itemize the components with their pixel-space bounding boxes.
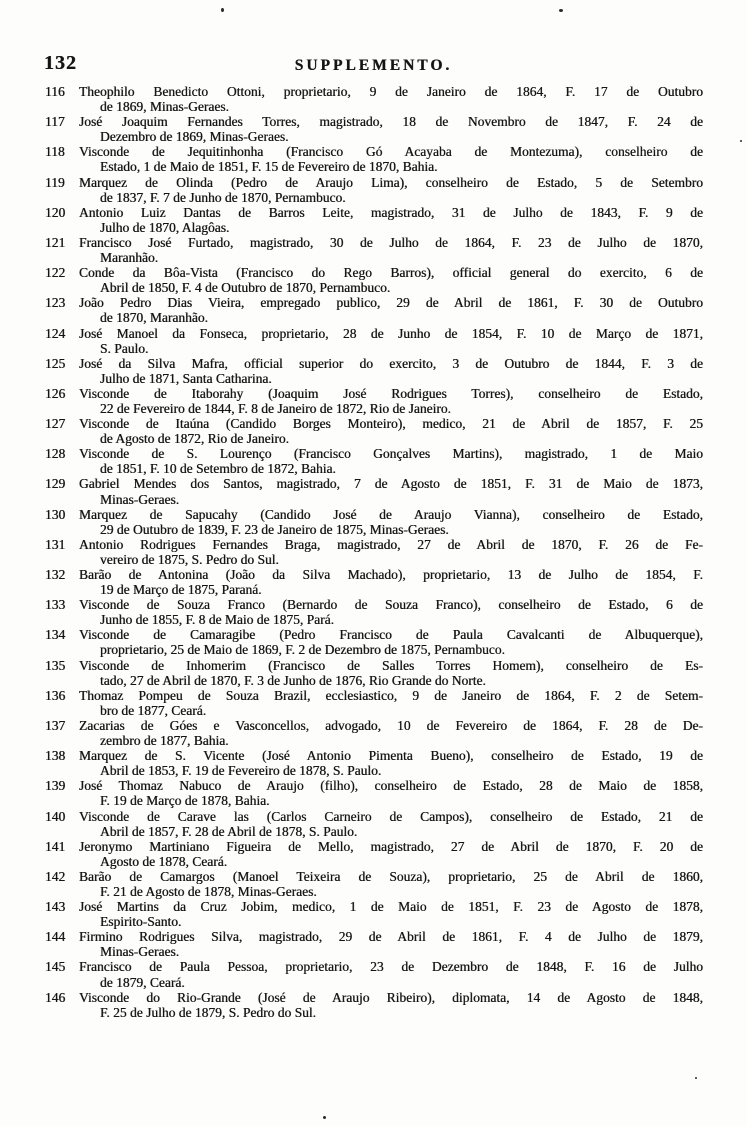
- entry-text: [79, 718, 703, 748]
- list-item: [45, 899, 703, 929]
- entry-text: [79, 265, 703, 295]
- entry-text: [79, 597, 703, 627]
- entry-line2: Junho de 1855, F. 8 de Maio de 1875, Pará.: [100, 612, 335, 628]
- scan-speck: [323, 1116, 326, 1119]
- entry-number: 137: [45, 717, 66, 733]
- entry-number: 133: [45, 597, 66, 613]
- entry-line2: Maranhão.: [100, 250, 159, 266]
- list-item: [45, 326, 703, 356]
- entry-number: 142: [45, 868, 66, 884]
- entry-line2: de 1870, Maranhão.: [100, 310, 208, 326]
- entry-line2: 19 de Março de 1875, Paraná.: [100, 582, 262, 598]
- entry-number: 141: [45, 838, 66, 854]
- entry-line1: Barão de Camargos (Manoel Teixeira de Souza), proprietario, 25 de Abril de 1860,: [79, 868, 703, 884]
- entry-number: 139: [45, 778, 66, 794]
- entry-line2: Abril de 1853, F. 19 de Fevereiro de 1878, S. Paulo.: [100, 763, 382, 779]
- list-item: [45, 688, 703, 718]
- entry-number: 119: [45, 174, 65, 190]
- entry-line2: F. 21 de Agosto de 1878, Minas-Geraes.: [100, 883, 317, 899]
- entry-line1: Thomaz Pompeu de Souza Brazil, ecclesiastico, 9 de Janeiro de 1864, F. 2 de Setem-: [79, 687, 703, 703]
- entry-text: [79, 990, 703, 1020]
- entry-number: 124: [45, 325, 66, 341]
- entry-line2: Estado, 1 de Maio de 1851, F. 15 de Fevereiro de 1870, Bahia.: [100, 159, 438, 175]
- entry-number: 138: [45, 748, 66, 764]
- list-item: [45, 537, 703, 567]
- entry-line2: Dezembro de 1869, Minas-Geraes.: [100, 129, 289, 145]
- entry-line2: de 1879, Ceará.: [100, 974, 185, 990]
- entry-line1: Francisco José Furtado, magistrado, 30 de Julho de 1864, F. 23 de Julho de 1870,: [79, 234, 703, 250]
- list-item: [45, 235, 703, 265]
- entry-text: [79, 84, 703, 114]
- entry-number: 121: [45, 234, 66, 250]
- entry-number: 123: [45, 295, 66, 311]
- entry-number: 126: [45, 385, 66, 401]
- entry-text: [79, 235, 703, 265]
- entry-number: 140: [45, 808, 66, 824]
- entry-text: [79, 416, 703, 446]
- entry-number: 125: [45, 355, 66, 371]
- entry-line1: José Joaquim Fernandes Torres, magistrado, 18 de Novembro de 1847, F. 24 de: [79, 114, 703, 130]
- list-item: [45, 567, 703, 597]
- entry-text: [79, 446, 703, 476]
- entry-line1: José Manoel da Fonseca, proprietario, 28 de Junho de 1854, F. 10 de Março de 1871,: [79, 325, 703, 341]
- entry-line2: Minas-Geraes.: [100, 944, 180, 960]
- entry-line1: Marquez de Sapucahy (Candido José de Araujo Vianna), conselheiro de Estado,: [79, 506, 703, 522]
- entry-line1: Visconde do Rio-Grande (José de Araujo Ribeiro), diplomata, 14 de Agosto de 1848,: [79, 989, 703, 1005]
- entry-text: [79, 507, 703, 537]
- entry-line2: S. Paulo.: [100, 340, 149, 356]
- entry-line2: zembro de 1877, Bahia.: [100, 733, 229, 749]
- list-item: [45, 627, 703, 657]
- list-item: [45, 416, 703, 446]
- list-item: [45, 476, 703, 506]
- entry-line1: Visconde de Camaragibe (Pedro Francisco de Paula Cavalcanti de Albuquerque),: [79, 627, 703, 643]
- list-item: [45, 839, 703, 869]
- entry-text: [79, 959, 703, 989]
- entry-number: 143: [45, 899, 66, 915]
- list-item: [45, 869, 703, 899]
- entry-line2: de 1837, F. 7 de Junho de 1870, Pernambuco.: [100, 189, 346, 205]
- entry-line1: Visconde de Souza Franco (Bernardo de Souza Franco), conselheiro de Estado, 6 de: [79, 597, 703, 613]
- entry-number: 144: [45, 929, 66, 945]
- entry-number: 118: [45, 144, 65, 160]
- entry-line2: tado, 27 de Abril de 1870, F. 3 de Junho de 1876, Rio Grande do Norte.: [100, 672, 486, 688]
- scan-speck: [559, 9, 563, 12]
- list-item: [45, 205, 703, 235]
- list-item: [45, 658, 703, 688]
- entry-line2: Julho de 1870, Alagôas.: [100, 219, 230, 235]
- entry-line1: Theophilo Benedicto Ottoni, proprietario, 9 de Janeiro de 1864, F. 17 de Outubro: [79, 84, 703, 99]
- entry-text: [79, 386, 703, 416]
- entry-text: [79, 688, 703, 718]
- entry-number: 116: [45, 84, 65, 99]
- entry-number: 128: [45, 446, 66, 462]
- entry-number: 132: [45, 567, 66, 582]
- entry-text: [79, 658, 703, 688]
- entry-line1: Jeronymo Martiniano Figueira de Mello, magistrado, 27 de Abril de 1870, F. 20 de: [79, 838, 703, 854]
- entry-line1: Antonio Rodrigues Fernandes Braga, magistrado, 27 de Abril de 1870, F. 26 de Fe-: [79, 536, 703, 552]
- entry-line2: Minas-Geraes.: [100, 491, 180, 507]
- entry-line2: 22 de Fevereiro de 1844, F. 8 de Janeiro de 1872, Rio de Janeiro.: [100, 400, 451, 416]
- entry-number: 131: [45, 536, 66, 552]
- entry-line1: Zacarias de Góes e Vasconcellos, advogado, 10 de Fevereiro de 1864, F. 28 de De-: [79, 717, 703, 733]
- entry-text: [79, 326, 703, 356]
- entry-line1: Antonio Luiz Dantas de Barros Leite, magistrado, 31 de Julho de 1843, F. 9 de: [79, 204, 703, 220]
- entry-line2: de Agosto de 1872, Rio de Janeiro.: [100, 431, 289, 447]
- list-item: [45, 748, 703, 778]
- list-item: [45, 929, 703, 959]
- scan-speck: [221, 8, 224, 12]
- entry-text: [79, 476, 703, 506]
- entry-line1: Francisco de Paula Pessoa, proprietario, 23 de Dezembro de 1848, F. 16 de Julho: [79, 959, 703, 975]
- entry-line1: Visconde de Jequitinhonha (Francisco Gó Acayaba de Montezuma), conselheiro de: [79, 144, 703, 160]
- entry-line2: de 1851, F. 10 de Setembro de 1872, Bahia.: [100, 461, 336, 477]
- scan-speck: [695, 1077, 697, 1079]
- entry-text: [79, 869, 703, 899]
- entry-line2: Espirito-Santo.: [100, 914, 182, 930]
- entry-line2: F. 19 de Março de 1878, Bahia.: [100, 793, 270, 809]
- entry-line2: Abril de 1850, F. 4 de Outubro de 1870, Pernambuco.: [100, 280, 391, 296]
- entry-number: 146: [45, 989, 66, 1005]
- list-item: [45, 175, 703, 205]
- entry-text: [79, 205, 703, 235]
- entry-line2: Julho de 1871, Santa Catharina.: [100, 370, 272, 386]
- entry-text: [79, 175, 703, 205]
- list-item: [45, 507, 703, 537]
- entry-line2: Abril de 1857, F. 28 de Abril de 1878, S. Paulo.: [100, 823, 358, 839]
- entry-line1: João Pedro Dias Vieira, empregado publico, 29 de Abril de 1861, F. 30 de Outubro: [79, 295, 703, 311]
- entry-text: [79, 295, 703, 325]
- entry-number: 135: [45, 657, 66, 673]
- list-item: [45, 809, 703, 839]
- list-item: [45, 386, 703, 416]
- entry-text: [79, 537, 703, 567]
- entry-number: 130: [45, 506, 66, 522]
- entry-text: [79, 567, 703, 597]
- entry-text: [79, 809, 703, 839]
- entry-line1: José da Silva Mafra, official superior do exercito, 3 de Outubro de 1844, F. 3 de: [79, 355, 703, 371]
- entry-text: [79, 899, 703, 929]
- entry-line1: Firmino Rodrigues Silva, magistrado, 29 de Abril de 1861, F. 4 de Julho de 1879,: [79, 929, 703, 945]
- entry-line1: José Thomaz Nabuco de Araujo (filho), conselheiro de Estado, 28 de Maio de 1858,: [79, 778, 703, 794]
- entry-number: 136: [45, 687, 66, 703]
- entry-line2: proprietario, 25 de Maio de 1869, F. 2 de Dezembro de 1875, Pernambuco.: [100, 642, 505, 658]
- list-item: [45, 990, 703, 1020]
- entry-text: [79, 144, 703, 174]
- entry-line1: Visconde de Itaúna (Candido Borges Monteiro), medico, 21 de Abril de 1857, F. 25: [79, 416, 703, 432]
- list-item: [45, 114, 703, 144]
- page-title: SUPPLEMENTO.: [294, 57, 453, 74]
- entry-text: [79, 356, 703, 386]
- entry-text: [79, 778, 703, 808]
- scan-speck: [740, 140, 742, 142]
- entry-number: 145: [45, 959, 66, 975]
- entry-line1: Marquez de Olinda (Pedro de Araujo Lima), conselheiro de Estado, 5 de Setembro: [79, 174, 703, 190]
- entry-line2: Agosto de 1878, Ceará.: [100, 853, 228, 869]
- entry-line2: bro de 1877, Ceará.: [100, 702, 207, 718]
- entry-list: [45, 84, 703, 1020]
- entry-line1: Conde da Bôa-Vista (Francisco do Rego Barros), official general do exercito, 6 de: [79, 265, 703, 281]
- entry-line1: Visconde de Itaborahy (Joaquim José Rodrigues Torres), conselheiro de Estado,: [79, 385, 703, 401]
- entry-number: 129: [45, 476, 66, 492]
- entry-line2: de 1869, Minas-Geraes.: [100, 99, 229, 115]
- list-item: [45, 718, 703, 748]
- page-number: 132: [44, 52, 77, 74]
- entry-number: 127: [45, 416, 66, 432]
- entry-line1: José Martins da Cruz Jobim, medico, 1 de Maio de 1851, F. 23 de Agosto de 1878,: [79, 899, 703, 915]
- entry-number: 120: [45, 204, 66, 220]
- entry-text: [79, 929, 703, 959]
- entry-text: [79, 627, 703, 657]
- entry-text: [79, 114, 703, 144]
- list-item: [45, 778, 703, 808]
- entry-text: [79, 748, 703, 778]
- entry-line1: Visconde de Carave las (Carlos Carneiro de Campos), conselheiro de Estado, 21 de: [79, 808, 703, 824]
- entry-line1: Barão de Antonina (João da Silva Machado), proprietario, 13 de Julho de 1854, F.: [79, 567, 703, 582]
- entry-line1: Visconde de Inhomerim (Francisco de Salles Torres Homem), conselheiro de Es-: [79, 657, 703, 673]
- entry-line2: 29 de Outubro de 1839, F. 23 de Janeiro de 1875, Minas-Geraes.: [100, 521, 449, 537]
- list-item: [45, 84, 703, 114]
- list-item: [45, 295, 703, 325]
- list-item: [45, 356, 703, 386]
- entry-number: 117: [45, 114, 65, 130]
- list-item: [45, 265, 703, 295]
- list-item: [45, 144, 703, 174]
- list-item: [45, 597, 703, 627]
- entry-line2: F. 25 de Julho de 1879, S. Pedro do Sul.: [100, 1004, 317, 1020]
- entry-number: 122: [45, 265, 66, 281]
- list-item: [45, 959, 703, 989]
- entry-line1: Marquez de S. Vicente (José Antonio Pimenta Bueno), conselheiro de Estado, 19 de: [79, 748, 703, 764]
- entry-line2: vereiro de 1875, S. Pedro do Sul.: [100, 551, 279, 567]
- list-item: [45, 446, 703, 476]
- entry-line1: Gabriel Mendes dos Santos, magistrado, 7 de Agosto de 1851, F. 31 de Maio de 1873,: [79, 476, 703, 492]
- entry-text: [79, 839, 703, 869]
- entry-line1: Visconde de S. Lourenço (Francisco Gonçalves Martins), magistrado, 1 de Maio: [79, 446, 703, 462]
- entry-number: 134: [45, 627, 66, 643]
